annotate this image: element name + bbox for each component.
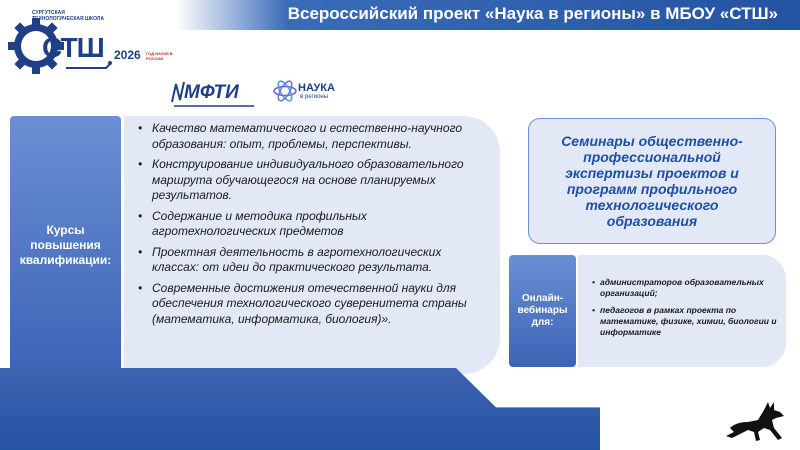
bullet: • <box>138 121 143 135</box>
year-of-science-logo <box>114 42 176 70</box>
year-number: 2026 <box>114 48 141 62</box>
stsh-wordmark: СТШ <box>42 32 104 63</box>
webinars-label: Онлайн-вебинары для: <box>517 293 568 328</box>
mfti-logo <box>170 78 260 108</box>
course-title: Конструирование индивидуального образовательного маршрута обучающегося на основе планируемых результатов. <box>152 157 464 202</box>
course-title: Современные достижения отечественной науки для обеспечения технологического суверенитета страны (математика, информатика, биология)». <box>152 280 467 326</box>
list-item <box>136 157 486 204</box>
nauka-logo <box>272 76 362 106</box>
seminars-text: Семинары общественно-профессиональной экспертизы проектов и программ профильного технологического образования <box>561 133 743 229</box>
list-item <box>136 281 486 328</box>
course-title: Качество математического и естественно-научного образования: опыт, проблемы, перспективы. <box>152 121 463 151</box>
stsh-logo <box>6 8 114 80</box>
nauka-wordmark: НАУКА <box>298 82 335 94</box>
seminars-box <box>528 118 776 244</box>
bullet: • <box>138 244 143 259</box>
bullet: • <box>138 280 143 295</box>
stsh-caption: СУРГУТСКАЯ ТЕХНОЛОГИЧЕСКАЯ ШКОЛА <box>32 10 104 22</box>
webinars-label-box <box>509 255 576 367</box>
nauka-subtitle: в регионы <box>300 94 329 100</box>
course-title: Содержание и методика профильных агротехнологических предметов <box>152 208 367 238</box>
bullet: • <box>592 277 595 287</box>
year-caption: ГОД НАУКИ В РОССИИ <box>146 51 173 61</box>
webinars-list <box>592 277 782 344</box>
mfti-underline <box>174 103 254 109</box>
list-item <box>592 305 782 338</box>
courses-label-box <box>10 116 121 374</box>
course-title: Проектная деятельность в агротехнологических классах: от идеи до практического результата. <box>152 244 442 274</box>
courses-list <box>136 121 486 332</box>
mfti-wordmark: МФТИ <box>184 82 239 103</box>
fox-emblem-icon <box>724 398 796 444</box>
list-item <box>136 245 486 276</box>
bullet: • <box>592 305 595 315</box>
webinar-audience: педагогов в рамках проекта по математике, физике, химии, биологии и информатике <box>600 305 777 337</box>
atom-icon <box>272 78 298 104</box>
courses-label: Курсы повышения квалификации: <box>19 222 112 267</box>
list-item <box>136 209 486 240</box>
list-item <box>136 121 486 152</box>
page-title: Всероссийский проект «Наука в регионы» в МБОУ «СТШ» <box>287 4 778 23</box>
bullet: • <box>138 157 143 171</box>
bullet: • <box>138 208 143 223</box>
list-item <box>592 277 782 299</box>
webinar-audience: администраторов образовательных организаций; <box>600 277 764 298</box>
